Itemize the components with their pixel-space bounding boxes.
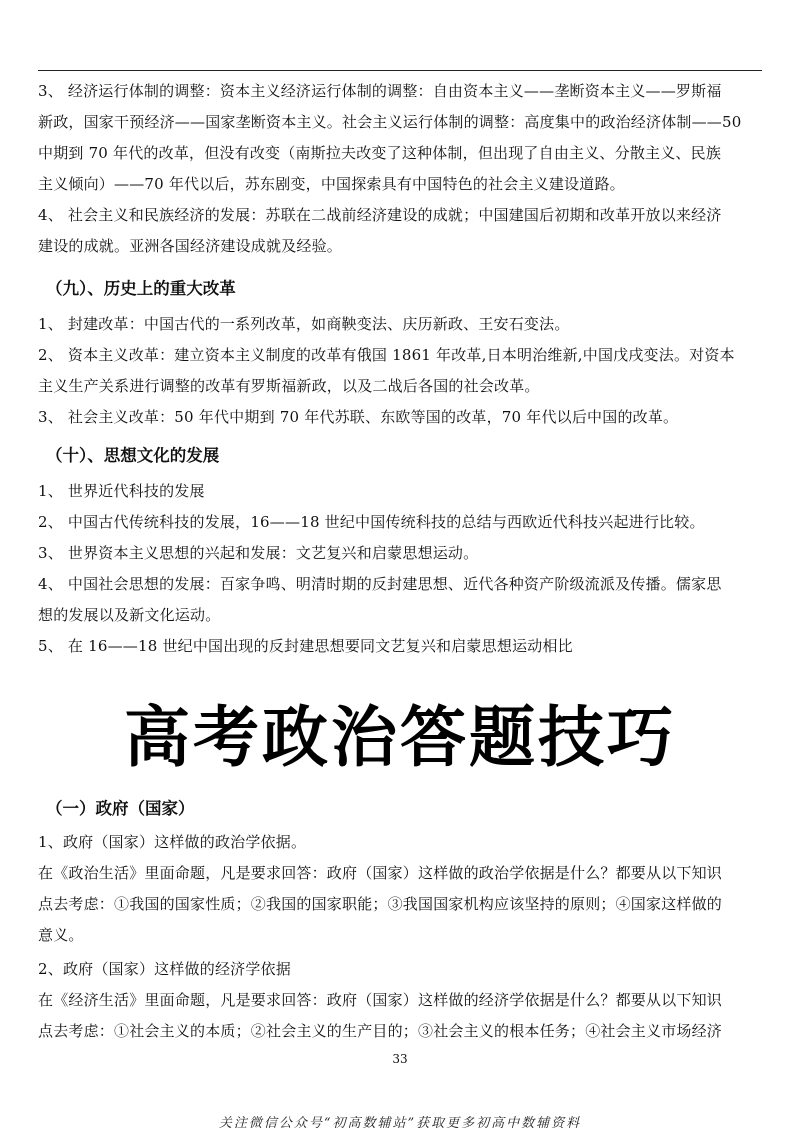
politics-line: 2、政府（国家）这样做的经济学依据 bbox=[38, 960, 291, 978]
s9-line: 3、 社会主义改革：50 年代中期到 70 年代苏联、东欧等国的改革，70 年代以后中国的改革。 bbox=[38, 408, 679, 426]
s10-line: 3、 世界资本主义思想的兴起和发展：文艺复兴和启蒙思想运动。 bbox=[38, 544, 479, 562]
s9-line: 主义生产关系进行调整的改革有罗斯福新政，以及二战后各国的社会改革。 bbox=[38, 377, 540, 395]
s10-line: 5、 在 16——18 世纪中国出现的反封建思想要同文艺复兴和启蒙思想运动相比 bbox=[38, 637, 573, 655]
page-number: 33 bbox=[392, 1052, 408, 1066]
s9-line: 2、 资本主义改革：建立资本主义制度的改革有俄国 1861 年改革,日本明治维新,中国戊戌变法。对资本 bbox=[38, 346, 735, 364]
politics-line: 1、政府（国家）这样做的政治学依据。 bbox=[38, 833, 307, 851]
header-rule bbox=[38, 70, 762, 71]
politics-line: 点去考虑：①社会主义的本质；②社会主义的生产目的；③社会主义的根本任务；④社会主义市场经济 bbox=[38, 1022, 723, 1040]
politics-line: 在《政治生活》里面命题，凡是要求回答：政府（国家）这样做的政治学依据是什么？都要从以下知识 bbox=[38, 864, 723, 882]
section9-heading: （九）、历史上的重大改革 bbox=[46, 279, 236, 298]
politics-line: 意义。 bbox=[38, 926, 84, 944]
s8-item4-line2: 建设的成就。亚洲各国经济建设成就及经验。 bbox=[38, 237, 343, 255]
s10-line: 2、 中国古代传统科技的发展，16——18 世纪中国传统科技的总结与西欧近代科技兴起进行比较。 bbox=[38, 513, 705, 531]
s10-line: 4、 中国社会思想的发展：百家争鸣、明清时期的反封建思想、近代各种资产阶级流派及传播。儒家思 bbox=[38, 575, 722, 593]
s10-line: 1、 世界近代科技的发展 bbox=[38, 482, 205, 500]
section10-heading: （十）、思想文化的发展 bbox=[46, 446, 220, 465]
s8-item3-line1: 3、 经济运行体制的调整：资本主义经济运行体制的调整：自由资本主义——垄断资本主义——罗斯福 bbox=[38, 82, 722, 100]
s8-item4-line1: 4、 社会主义和民族经济的发展：苏联在二战前经济建设的成就；中国建国后初期和改革开放以来经济 bbox=[38, 206, 722, 224]
politics-line: 点去考虑：①我国的国家性质；②我国的国家职能；③我国国家机构应该坚持的原则；④国家这样做的 bbox=[38, 895, 723, 913]
s8-item3-line3: 中期到 70 年代的改革，但没有改变（南斯拉夫改变了这种体制，但出现了自由主义、分散主义、民族 bbox=[38, 144, 722, 162]
politics-line: 在《经济生活》里面命题，凡是要求回答：政府（国家）这样做的经济学依据是什么？都要从以下知识 bbox=[38, 991, 723, 1009]
s10-line: 想的发展以及新文化运动。 bbox=[38, 606, 221, 624]
footer-note: 关注微信公众号“初高数辅站”获取更多初高中数辅资料 bbox=[218, 1116, 582, 1131]
politics-heading: （一）政府（国家） bbox=[46, 799, 195, 818]
s8-item3-line4: 主义倾向）——70 年代以后，苏东剧变，中国探索具有中国特色的社会主义建设道路。 bbox=[38, 175, 625, 193]
main-title: 高考政治答题技巧 bbox=[124, 699, 676, 776]
s9-line: 1、 封建改革：中国古代的一系列改革，如商鞅变法、庆历新政、王安石变法。 bbox=[38, 315, 570, 333]
s8-item3-line2: 新政，国家干预经济——国家垄断资本主义。社会主义运行体制的调整：高度集中的政治经济体制——50 bbox=[38, 113, 742, 131]
